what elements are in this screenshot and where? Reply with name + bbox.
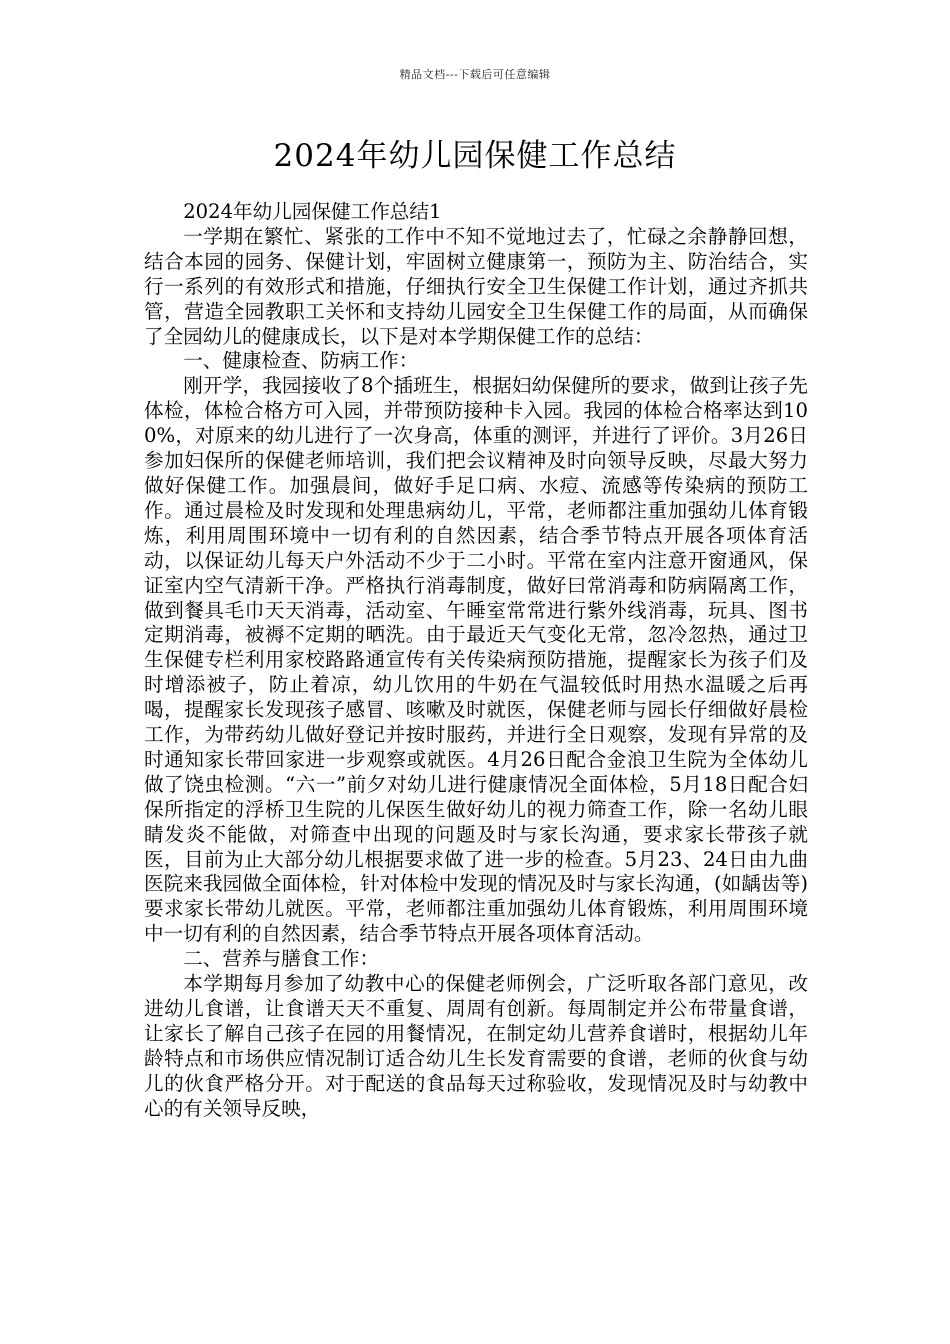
section-heading-nutrition: 二、营养与膳食工作： bbox=[183, 947, 380, 971]
paragraph-intro: 一学期在繁忙、紧张的工作中不知不觉地过去了，忙碌之余静静回想，结合本园的园务、保健计划，牢固树立健康第一，预防为主、防治结合，实行一系列的有效形式和措施，仔细执行安全卫生保健工作计划，通过齐抓共管，营造全园教职工关怀和支持幼儿园安全卫生保健工作的局面，从而确保了全园幼儿的健康成长，以下是对本学期保健工作的总结： bbox=[144, 224, 808, 348]
paragraph-nutrition: 本学期每月参加了幼教中心的保健老师例会，广泛听取各部门意见，改进幼儿食谱，让食谱天天不重复、周周有创新。每周制定并公布带量食谱，让家长了解自己孩子在园的用餐情况，在制定幼儿营养食谱时，根据幼儿年龄特点和市场供应情况制订适合幼儿生长发育需要的食谱，老师的伙食与幼儿的伙食严格分开。对于配送的食品每天过称验收，发现情况及时与幼教中心的有关领导反映， bbox=[144, 972, 808, 1120]
header-note: 精品文档---下载后可任意编辑 bbox=[399, 68, 551, 81]
section-heading: 2024年幼儿园保健工作总结1 bbox=[183, 200, 442, 223]
document-body bbox=[144, 200, 808, 1122]
paragraph-health: 刚开学，我园接收了8个插班生，根据妇幼保健所的要求，做到让孩子先体检，体检合格方可入园，并带预防接种卡入园。我园的体检合格率达到100%，对原来的幼儿进行了一次身高，体重的测评，并进行了评价。3月26日参加妇保所的保健老师培训，我们把会议精神及时向领导反映，尽最大努力做好保健工作。加强晨间，做好手足口病、水痘、流感等传染病的预防工作。通过晨检及时发现和处理患病幼儿，平常，老师都注重加强幼儿体育锻炼，利用周围环境中一切有利的自然因素，结合季节特点开展各项体育活动，以保证幼儿每天户外活动不少于二小时。平常在室内注意开窗通风，保证室内空气清新干净。严格执行消毒制度，做好曰常消毒和防病隔离工作，做到餐具毛巾天天消毒，活动室、午睡室常常进行紫外线消毒，玩具、图书定期消毒，被褥不定期的晒洗。由于最近天气变化无常，忽冷忽热，通过卫生保健专栏利用家校路路通宣传有关传染病预防措施，提醒家长为孩子们及时增添被子，防止着凉，幼儿饮用的牛奶在气温较低时用热水温暖之后再喝，提醒家长发现孩子感冒、咳嗽及时就医，保健老师与园长仔细做好晨检工作，为带药幼儿做好登记并按时服药，并进行全日观察，发现有异常的及时通知家长带回家进一步观察或就医。4月26日配合金浪卫生院为全体幼儿做了饶虫检测。“六一”前夕对幼儿进行健康情况全面体检，5月18日配合妇保所指定的浮桥卫生院的儿保医生做好幼儿的视力筛查工作，除一名幼儿眼睛发炎不能做，对筛查中出现的问题及时与家长沟通，要求家长带孩子就医，目前为止大部分幼儿根据要求做了进一步的检查。5月23、24日由九曲医院来我园做全面体检，针对体检中发现的情况及时与家长沟通，(如龋齿等)要求家长带幼儿就医。平常，老师都注重加强幼儿体育锻炼，利用周围环境中一切有利的自然因素，结合季节特点开展各项体育活动。 bbox=[144, 374, 808, 946]
section-heading-health: 一、健康检查、防病工作： bbox=[183, 349, 419, 373]
document-title: 2024年幼儿园保健工作总结 bbox=[273, 138, 677, 174]
